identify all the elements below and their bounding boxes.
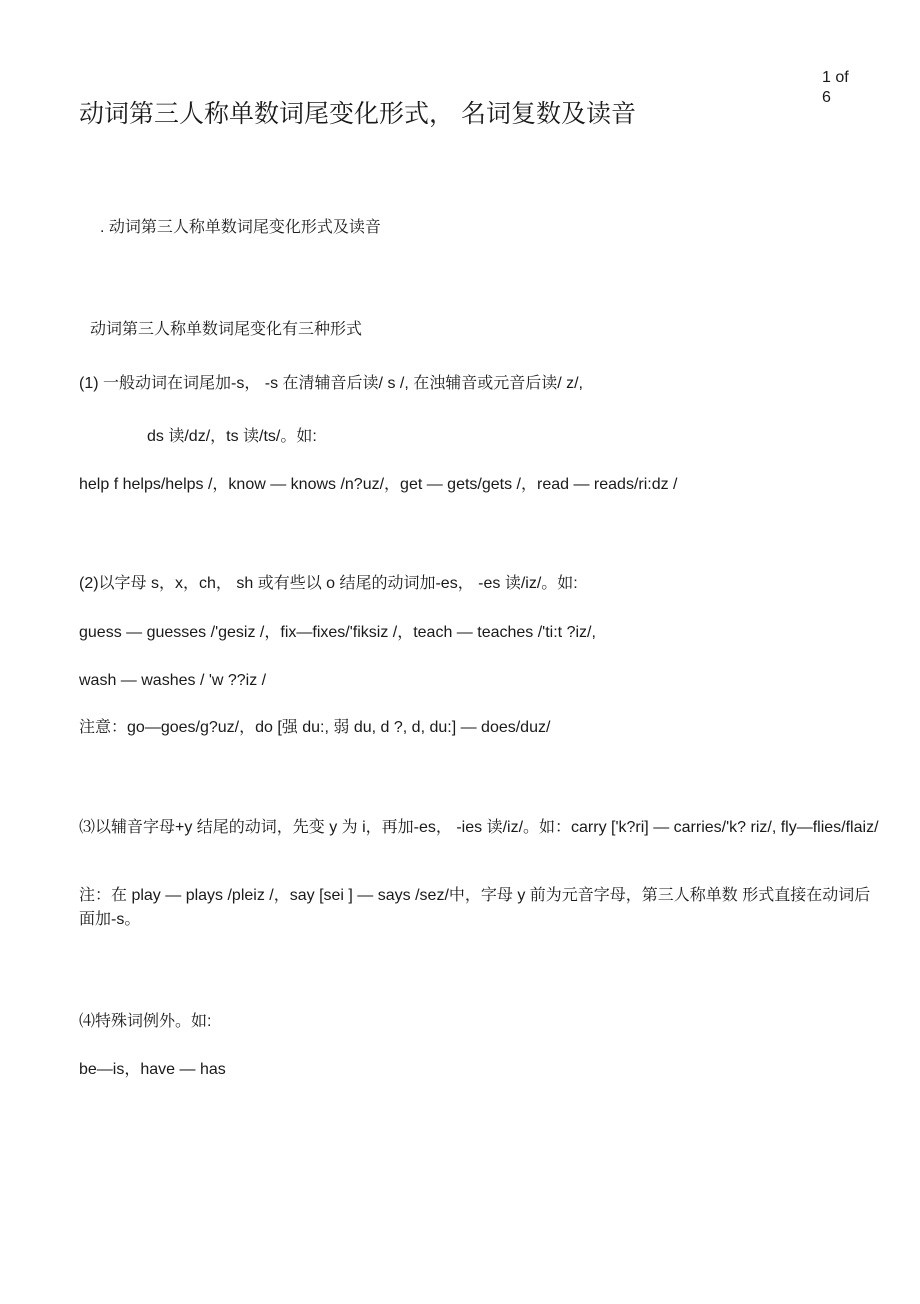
note-text: go—goes/g?uz/，do [ bbox=[127, 719, 282, 736]
section-heading: . 动词第三人称单数词尾变化形式及读音 bbox=[100, 219, 381, 236]
note-label: 注意： bbox=[79, 719, 128, 736]
rule-4-text: ⑷特殊词例外。如: bbox=[79, 1013, 212, 1030]
page-counter bbox=[822, 68, 882, 108]
rule-3-text: ⑶以辅音字母+y 结尾的动词，先变 y 为 i，再加-es， -ies 读/iz/。如：carry ['k?ri] — carries/'k? riz/, fly—flies/flaiz/ bbox=[79, 819, 879, 836]
note-weak: 弱 bbox=[333, 719, 350, 736]
note-strong: 强 bbox=[281, 719, 298, 736]
rule-2-examples-2: wash — washes / 'w ??iz / bbox=[79, 672, 267, 689]
rule-2-note bbox=[79, 717, 550, 739]
rule-2-examples-1: guess — guesses /'gesiz /，fix—fixes/'fiksiz /，teach — teaches /'ti:t ?iz/, bbox=[79, 624, 596, 641]
page-counter-current: 1 of bbox=[822, 69, 849, 86]
rule-1-text: (1) 一般动词在词尾加-s， -s 在清辅音后读/ s /, 在浊辅音或元音后读/ z/, bbox=[79, 375, 584, 392]
rule-4-examples: be—is，have — has bbox=[79, 1061, 226, 1078]
rule-3-note: 注：在 play — plays /pleiz /，say [sei ] — says /sez/中，字母 y 前为元音字母，第三人称单数 形式直接在动词后面加-s。 bbox=[79, 887, 871, 928]
note-tail: du, d ?, d, du:] — does/duz/ bbox=[349, 719, 551, 736]
rule-2-text: (2)以字母 s，x，ch， sh 或有些以 o 结尾的动词加-es， -es 读/iz/。如: bbox=[79, 575, 578, 592]
rule-1-examples: help f helps/helps /，know — knows /n?uz/，get — gets/gets /，read — reads/ri:dz / bbox=[79, 476, 678, 493]
intro-paragraph: 动词第三人称单数词尾变化有三种形式 bbox=[90, 321, 363, 338]
document-title: 动词第三人称单数词尾变化形式， 名词复数及读音 bbox=[79, 100, 636, 128]
rule-1-continued: ds 读/dz/，ts 读/ts/。如: bbox=[147, 428, 317, 445]
page-counter-total: 6 bbox=[822, 89, 831, 106]
note-mid: du:, bbox=[297, 719, 334, 736]
